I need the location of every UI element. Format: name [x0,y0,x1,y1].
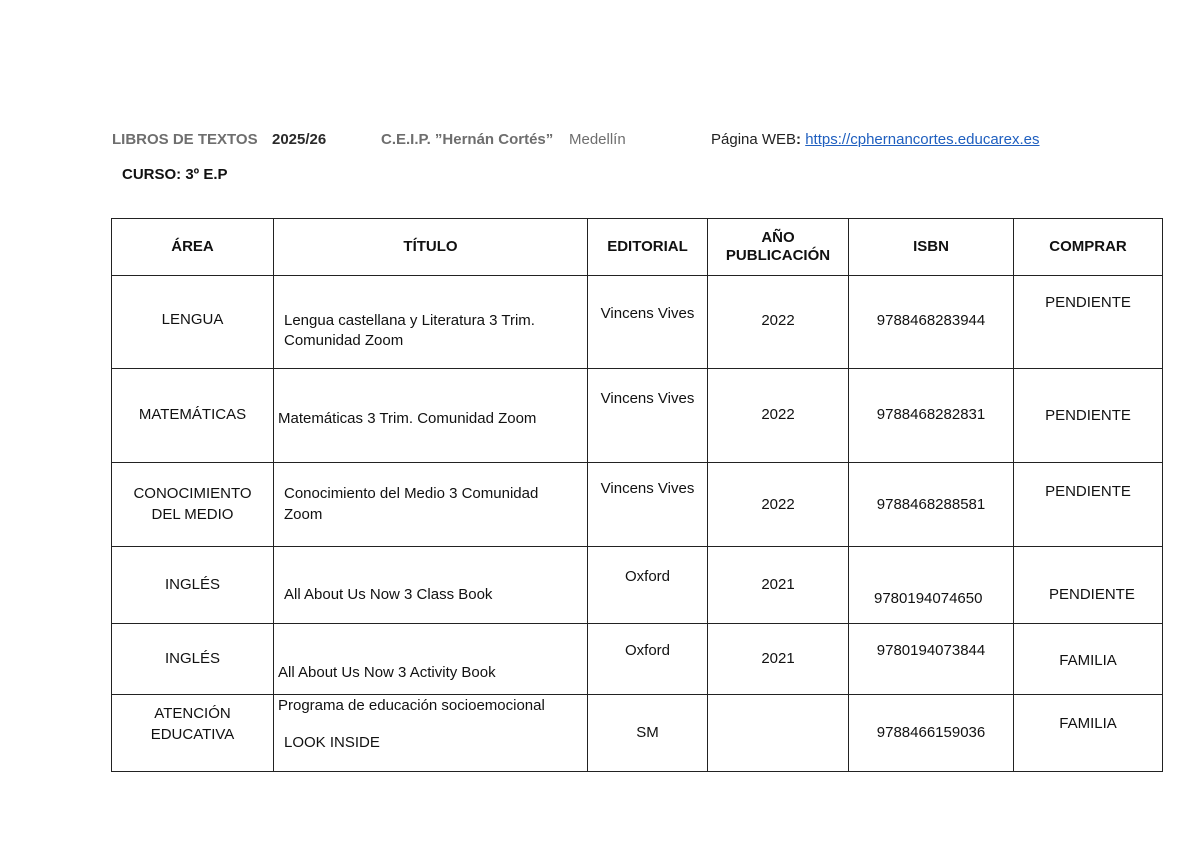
column-header-anio-line2: PUBLICACIÓN [725,247,831,264]
cell-isbn [849,276,1014,369]
cell-editorial [588,369,708,463]
course-label: CURSO: 3º E.P [122,166,228,183]
table-header-row [112,219,1163,276]
cell-editorial-value: Oxford [624,568,670,585]
cell-titulo [274,695,588,772]
table-row [112,624,1163,695]
cell-titulo-line1: All About Us Now 3 Class Book [284,586,493,603]
cell-titulo [274,463,588,547]
cell-isbn [849,369,1014,463]
cell-anio-value: 2022 [761,312,795,329]
cell-titulo-line1: Lengua castellana y Literatura 3 Trim. [284,312,535,329]
column-header-comprar: COMPRAR [1014,219,1163,276]
cell-isbn [849,463,1014,547]
header-school: C.E.I.P. ”Hernán Cortés” [381,131,554,148]
header-year: 2025/26 [272,131,327,148]
cell-anio-value: 2021 [761,650,795,667]
cell-editorial [588,276,708,369]
cell-titulo [274,276,588,369]
cell-comprar-value: PENDIENTE [1045,294,1131,311]
cell-anio-value: 2022 [761,406,795,423]
table-row [112,276,1163,369]
cell-anio [708,276,849,369]
cell-titulo-line1: Matemáticas 3 Trim. Comunidad Zoom [278,410,537,427]
cell-isbn-value: 9788468282831 [876,406,986,423]
cell-comprar-value: FAMILIA [1059,652,1117,669]
header-web [711,130,1040,150]
cell-editorial [588,624,708,695]
cell-editorial-value: Vincens Vives [600,305,695,322]
header-web-colon: : [796,131,802,148]
cell-anio [708,463,849,547]
cell-area [112,695,274,772]
textbook-table [111,218,1163,772]
cell-isbn [849,695,1014,772]
cell-comprar [1014,547,1163,624]
cell-area [112,369,274,463]
cell-titulo-line2: Zoom [284,506,323,523]
cell-comprar-value: PENDIENTE [1045,407,1131,424]
cell-comprar-value: PENDIENTE [1045,483,1131,500]
cell-titulo-line2: Comunidad Zoom [284,332,404,349]
cell-isbn [849,547,1014,624]
header-town: Medellín [569,131,626,148]
column-header-area: ÁREA [112,219,274,276]
cell-area-line1: MATEMÁTICAS [138,406,247,423]
cell-editorial [588,695,708,772]
cell-isbn [849,624,1014,695]
cell-area-line1: INGLÉS [164,650,221,667]
header-title: LIBROS DE TEXTOS [112,131,258,148]
table-row [112,695,1163,772]
column-header-editorial: EDITORIAL [588,219,708,276]
cell-editorial-value: Vincens Vives [600,390,695,407]
cell-anio [708,369,849,463]
website-link[interactable]: https://cphernancortes.educarex.es [805,131,1040,148]
cell-area [112,463,274,547]
cell-titulo-line1: Conocimiento del Medio 3 Comunidad [284,485,539,502]
column-header-anio [708,219,849,276]
cell-isbn-value: 9780194073844 [876,642,986,659]
cell-titulo-line1: Programa de educación socioemocional [278,697,545,714]
cell-anio-value: 2022 [761,496,795,513]
cell-comprar [1014,695,1163,772]
cell-isbn-value: 9788468283944 [876,312,986,329]
cell-anio [708,547,849,624]
cell-area-line1: CONOCIMIENTO [133,485,252,502]
table-row [112,547,1163,624]
table-row [112,463,1163,547]
cell-isbn-value: 9788468288581 [876,496,986,513]
cell-titulo [274,624,588,695]
column-header-isbn: ISBN [849,219,1014,276]
cell-titulo-line2: LOOK INSIDE [284,734,380,751]
header-web-label: Página WEB [711,131,797,148]
column-header-titulo: TÍTULO [274,219,588,276]
column-header-anio-line1: AÑO [761,229,795,246]
cell-anio [708,624,849,695]
cell-titulo [274,547,588,624]
cell-editorial [588,463,708,547]
cell-area-line2: DEL MEDIO [151,506,234,523]
cell-isbn-value: 9788466159036 [876,724,986,741]
cell-comprar [1014,463,1163,547]
cell-anio [708,695,849,772]
table-row [112,369,1163,463]
cell-titulo-line1: All About Us Now 3 Activity Book [278,664,496,681]
cell-titulo [274,369,588,463]
cell-area [112,547,274,624]
cell-area-line1: ATENCIÓN [154,705,231,722]
cell-area-line1: LENGUA [161,311,224,328]
document-header [112,130,1112,152]
cell-comprar [1014,276,1163,369]
cell-anio-value: 2021 [761,576,795,593]
cell-comprar-value: PENDIENTE [1049,586,1135,603]
cell-area-line2: EDUCATIVA [150,726,235,743]
cell-editorial-value: Oxford [624,642,670,659]
cell-editorial-value: Vincens Vives [600,480,695,497]
cell-comprar-value: FAMILIA [1059,715,1117,732]
cell-comprar [1014,369,1163,463]
cell-editorial [588,547,708,624]
cell-area [112,276,274,369]
cell-area [112,624,274,695]
cell-editorial-value: SM [636,724,659,741]
cell-comprar [1014,624,1163,695]
cell-isbn-value: 9780194074650 [874,590,983,607]
cell-area-line1: INGLÉS [164,576,221,593]
